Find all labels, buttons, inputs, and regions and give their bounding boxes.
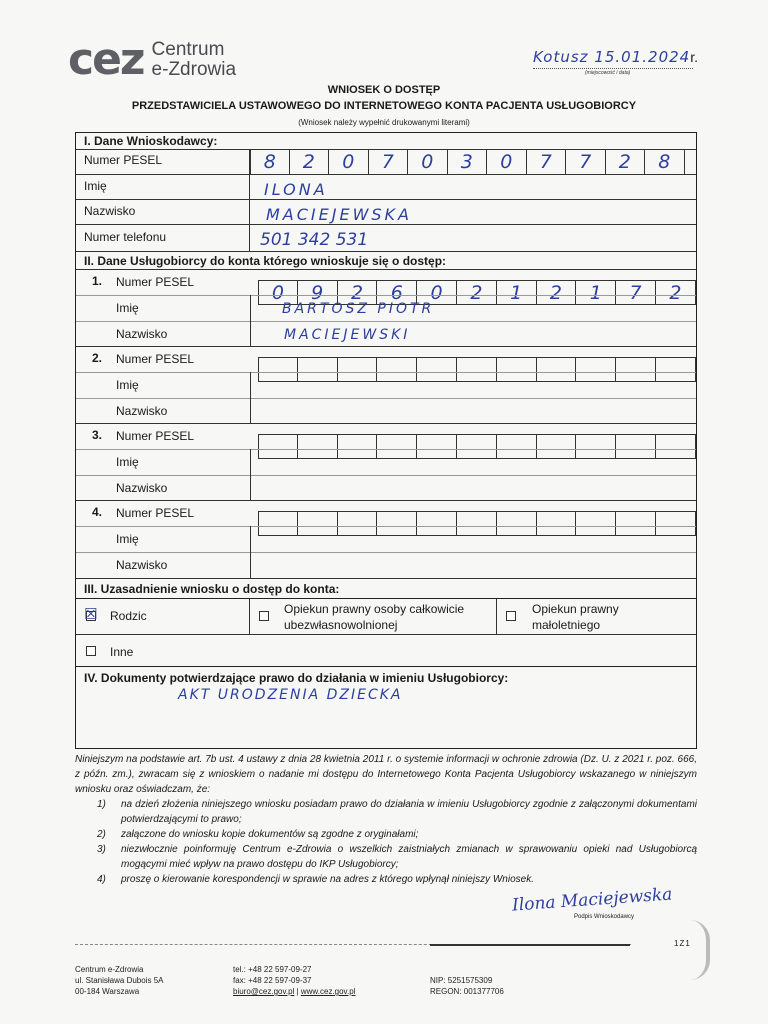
declaration-item-number: 2) [97, 829, 106, 840]
guardian-minor-label [532, 601, 619, 633]
recipient-pesel-label: Numer PESEL [116, 352, 195, 366]
applicant-pesel-digit-cell[interactable]: 3 [448, 150, 488, 174]
applicant-phone-row [76, 224, 696, 251]
recipient-divider [250, 449, 251, 500]
other-label: Inne [110, 645, 134, 659]
recipient-1-pesel-digit-cell[interactable]: 2 [338, 281, 378, 304]
guardian-incapacitated-label-1: Opiekun prawny osoby całkowicie [284, 602, 465, 616]
recipient-1-pesel-digit-cell[interactable]: 1 [497, 281, 537, 304]
section-documents-title: IV. Dokumenty potwierdzające prawo do działania w imieniu Usługobiorcy: [84, 671, 509, 685]
doc-title-line1: WNIOSEK O DOSTĘP [327, 84, 441, 96]
declaration-intro: Niniejszym na podstawie art. 7b ust. 4 ustawy z dnia 28 kwietnia 2011 r. o systemie informacji w ochronie zdrowia (Dz. U. z 2021 r. poz. 666, z późn. zm.), zwracam się z wnioskiem o nadanie mi dostępu do Internetowego Konta Pacjenta Usługobiorcy wskazanego w niniejszym wniosku oraz oświadczam, że: [75, 754, 697, 795]
other-row [76, 634, 696, 666]
declaration [75, 752, 697, 887]
applicant-pesel-digit-cell[interactable]: 8 [645, 150, 685, 174]
applicant-pesel-digit-cell[interactable]: 8 [250, 150, 290, 174]
declaration-item [75, 842, 697, 872]
applicant-pesel-label: Numer PESEL [84, 153, 163, 167]
applicant-surname-value[interactable]: MACIEJEWSKA [266, 205, 412, 224]
applicant-pesel-digit-cell[interactable]: 2 [606, 150, 646, 174]
logo-text [152, 40, 236, 80]
place-date-caption: (miejscowość i data) [585, 70, 631, 76]
footer-city: 00-184 Warszawa [75, 987, 140, 996]
recipient-4-pesel-row [76, 500, 696, 526]
recipient-1-pesel-digit-cell[interactable]: 2 [537, 281, 577, 304]
recipient-first-name-label: Imię [116, 301, 139, 315]
recipient-1-first-name-row [76, 295, 696, 321]
recipient-number: 4. [92, 505, 103, 519]
applicant-first-name-label: Imię [84, 179, 107, 193]
justification-divider-2 [496, 599, 497, 634]
recipient-1-pesel-digit-cell[interactable]: 7 [616, 281, 656, 304]
recipient-1-pesel-digit-cell[interactable]: 2 [656, 281, 696, 304]
recipient-number: 2. [92, 351, 103, 365]
doc-subtitle: (Wniosek należy wypełnić drukowanymi literami) [298, 118, 470, 127]
recipient-1-pesel-digit-cell[interactable]: 0 [258, 281, 298, 304]
guardian-incapacitated-checkbox[interactable] [259, 611, 269, 621]
applicant-phone-label: Numer telefonu [84, 230, 167, 244]
applicant-phone-value[interactable]: 501 342 531 [260, 230, 369, 250]
recipient-divider [250, 295, 251, 346]
footer-ids [430, 975, 504, 997]
page-number: 1Z1 [674, 939, 691, 948]
recipient-3-pesel-row [76, 423, 696, 449]
doc-title-line2: PRZEDSTAWICIELA USTAWOWEGO DO INTERNETOWEGO KONTA PACJENTA USŁUGOBIORCY [131, 100, 637, 112]
declaration-list [75, 797, 697, 887]
applicant-signature: Ilona Maciejewska [511, 884, 673, 916]
declaration-item [75, 827, 697, 842]
applicant-surname-row [76, 199, 696, 224]
applicant-first-name-value[interactable]: ILONA [264, 180, 328, 199]
recipient-4-first-name-row [76, 526, 696, 552]
recipient-2-surname-row [76, 398, 696, 424]
applicant-pesel-digit-cell[interactable]: 0 [487, 150, 527, 174]
email-link[interactable]: biuro@cez.gov.pl [233, 987, 295, 996]
parent-label: Rodzic [110, 609, 147, 623]
recipient-1-surname-row [76, 321, 696, 347]
recipient-first-name-label: Imię [116, 378, 139, 392]
recipient-pesel-label: Numer PESEL [116, 429, 195, 443]
section-justification-heading: III. Uzasadnienie wniosku o dostęp do konta: [76, 578, 696, 598]
applicant-surname-label: Nazwisko [84, 204, 136, 218]
logo-line1: Centrum [151, 39, 225, 60]
recipient-2-first-name-row [76, 372, 696, 398]
recipient-number: 1. [92, 274, 103, 288]
recipient-pesel-label: Numer PESEL [116, 506, 195, 520]
recipient-pesel-label: Numer PESEL [116, 275, 195, 289]
recipient-first-name-label: Imię [116, 532, 139, 546]
recipient-1-pesel-digit-cell[interactable]: 2 [457, 281, 497, 304]
recipients-block [76, 269, 696, 578]
recipient-surname-label: Nazwisko [116, 481, 168, 495]
section-documents-heading [76, 666, 696, 750]
applicant-pesel-digit-cell[interactable]: 7 [566, 150, 606, 174]
other-checkbox[interactable] [86, 646, 96, 656]
justification-divider-1 [249, 599, 250, 634]
applicant-pesel-digit-cell[interactable]: 2 [290, 150, 330, 174]
footer-divider-bold [430, 944, 630, 946]
recipient-3-surname-row [76, 475, 696, 501]
documents-value[interactable]: AKT URODZENIA DZIECKA [178, 687, 403, 703]
applicant-pesel-cells[interactable] [250, 150, 685, 174]
applicant-first-name-row [76, 174, 696, 199]
footer-org: Centrum e-Zdrowia [75, 965, 144, 974]
footer-street: ul. Stanisława Dubois 5A [75, 976, 164, 985]
footer-regon: REGON: 001377706 [430, 987, 504, 996]
footer-address [75, 964, 164, 997]
recipient-divider [250, 526, 251, 578]
section-recipient-heading: II. Dane Usługobiorcy do konta którego wnioskuje się o dostęp: [76, 251, 696, 269]
applicant-pesel-digit-cell[interactable]: 0 [329, 150, 369, 174]
logo-line2: e-Zdrowia [151, 59, 237, 80]
recipient-first-name-label: Imię [116, 455, 139, 469]
section1-divider [249, 149, 250, 251]
footer-sep: | [294, 987, 301, 996]
recipient-1-pesel-row [76, 269, 696, 304]
recipient-4-surname-row [76, 552, 696, 578]
declaration-item [75, 797, 697, 827]
justification-row [76, 598, 696, 634]
recipient-1-surname-value[interactable]: MACIEJEWSKI [284, 327, 411, 343]
declaration-item-number: 1) [97, 799, 106, 810]
recipient-1-pesel-digit-cell[interactable]: 6 [377, 281, 417, 304]
declaration-item-text: proszę o kierowanie korespondencji w sprawie na adres z którego wpłynął niniejszy Wniosek. [121, 874, 534, 885]
recipient-1-pesel-digit-cell[interactable]: 1 [576, 281, 616, 304]
footer-fax: fax: +48 22 597-09-37 [233, 976, 312, 985]
guardian-minor-label-2: małoletniego [532, 618, 601, 632]
logo-mark: cez [68, 34, 144, 85]
cez-logo [68, 34, 237, 85]
place-date-suffix: r. [690, 49, 698, 65]
page-curl [690, 920, 710, 980]
application-form [75, 132, 697, 749]
signature-caption: Podpis Wnioskodawcy [574, 914, 635, 920]
footer-links [233, 986, 355, 997]
recipient-1-pesel-digit-cell[interactable]: 0 [417, 281, 457, 304]
recipient-surname-label: Nazwisko [116, 327, 168, 341]
place-date-field [533, 48, 708, 76]
applicant-pesel-digit-cell[interactable]: 7 [527, 150, 567, 174]
website-link[interactable]: www.cez.gov.pl [300, 987, 356, 996]
declaration-item-text: niezwłocznie poinformuję Centrum e-Zdrowia o wszelkich zaistniałych zmianach w sprawowaniu opieki nad Usługobiorcą mogącymi mieć wpływ na prawo dostępu do IKP Usługobiorcy; [121, 844, 697, 870]
place-date-value: Kotusz 15.01.2024 [533, 48, 691, 66]
footer-nip: NIP: 5251575309 [430, 976, 493, 985]
recipient-surname-label: Nazwisko [116, 558, 168, 572]
recipient-divider [250, 372, 251, 423]
parent-check-mark: ☒ [84, 605, 98, 623]
guardian-incapacitated-label [284, 601, 464, 633]
guardian-incapacitated-label-2: ubezwłasnowolnionej [284, 618, 398, 632]
recipient-surname-label: Nazwisko [116, 404, 168, 418]
declaration-item-text: na dzień złożenia niniejszego wniosku posiadam prawo do działania w imieniu Usługobiorcy zgodnie z załączonymi dokumentami potwierdzającymi to prawo; [121, 799, 697, 825]
recipient-number: 3. [92, 428, 103, 442]
footer-tel: tel.: +48 22 597-09-27 [233, 965, 312, 974]
applicant-pesel-digit-cell[interactable]: 7 [369, 150, 409, 174]
declaration-item-number: 3) [97, 844, 106, 855]
recipient-3-first-name-row [76, 449, 696, 475]
applicant-pesel-digit-cell[interactable]: 0 [408, 150, 448, 174]
footer-contact [233, 964, 355, 997]
declaration-item [75, 872, 697, 887]
declaration-item-text: załączone do wniosku kopie dokumentów są zgodne z oryginałami; [121, 829, 419, 840]
recipient-2-pesel-row [76, 346, 696, 372]
recipient-1-first-name-value[interactable]: BARTOSZ PIOTR [282, 301, 435, 317]
place-date-line [533, 68, 693, 69]
guardian-minor-checkbox[interactable] [506, 611, 516, 621]
declaration-item-number: 4) [97, 874, 106, 885]
applicant-pesel-row [76, 149, 696, 174]
recipient-1-pesel-digit-cell[interactable]: 9 [298, 281, 338, 304]
guardian-minor-label-1: Opiekun prawny [532, 602, 619, 616]
section-applicant-heading: I. Dane Wnioskodawcy: [84, 134, 218, 148]
